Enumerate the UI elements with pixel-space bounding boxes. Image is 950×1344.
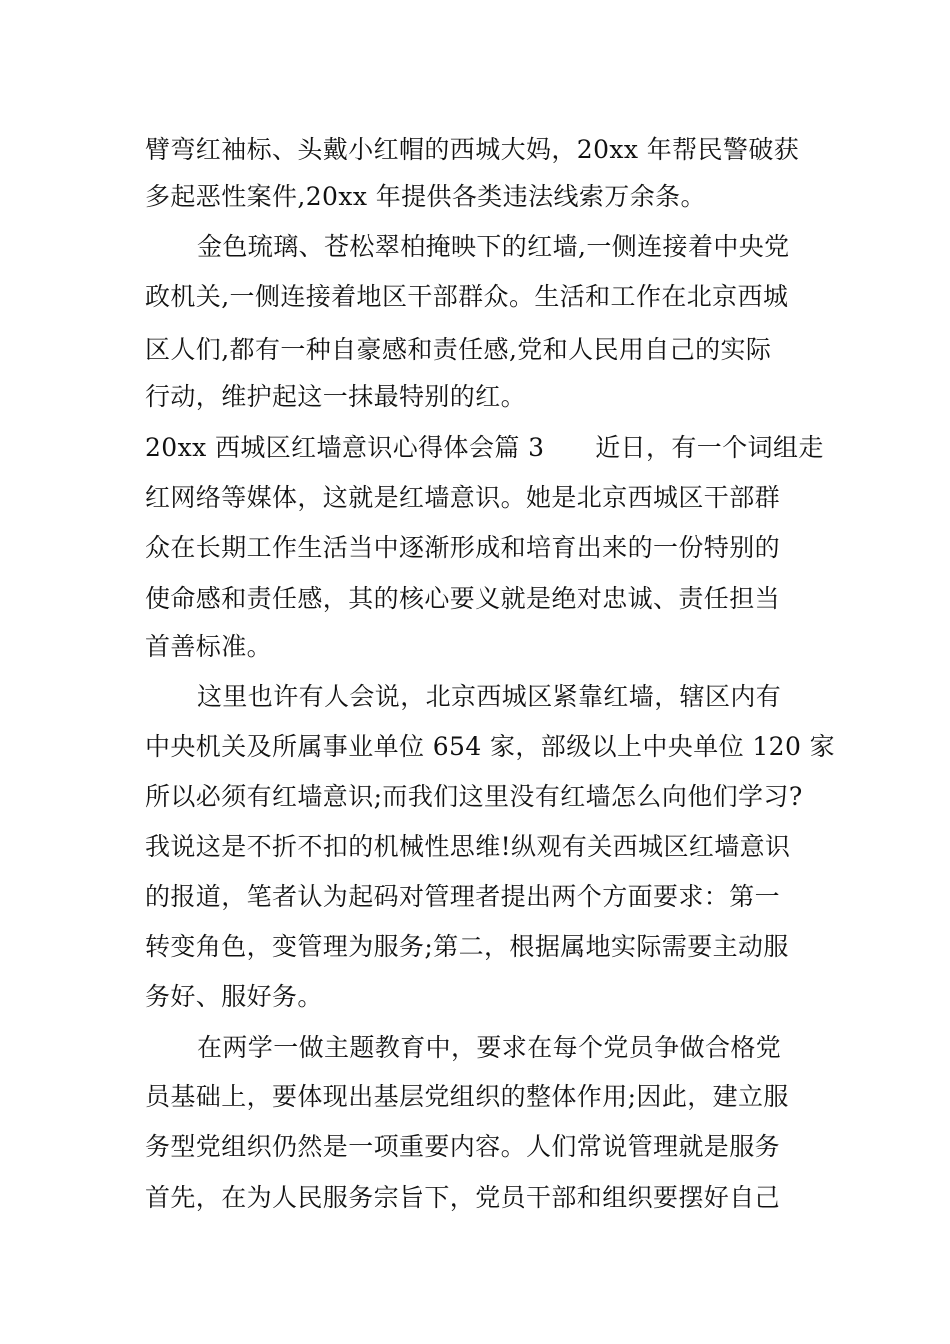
text-line: 转变角色，变管理为服务;第二，根据属地实际需要主动服 (145, 932, 789, 961)
section-heading-line: 20xx 西城区红墙意识心得体会篇 3 近日，有一个词组走 (145, 433, 824, 462)
text-line: 的报道，笔者认为起码对管理者提出两个方面要求：第一 (145, 882, 781, 911)
text-line: 首善标准。 (145, 632, 273, 661)
text-line: 首先，在为人民服务宗旨下，党员干部和组织要摆好自己 (145, 1183, 781, 1212)
paragraph-start-line: 这里也许有人会说，北京西城区紧靠红墙，辖区内有 (197, 682, 782, 711)
text-line: 众在长期工作生活当中逐渐形成和培育出来的一份特别的 (145, 533, 781, 562)
paragraph-start-line: 金色琉璃、苍松翠柏掩映下的红墙,一侧连接着中央党 (197, 232, 790, 261)
text-line: 行动，维护起这一抹最特别的红。 (145, 382, 527, 411)
text-line: 政机关,一侧连接着地区干部群众。生活和工作在北京西城 (145, 282, 789, 311)
text-line: 区人们,都有一种自豪感和责任感,党和人民用自己的实际 (145, 335, 772, 364)
text-line: 所以必须有红墙意识;而我们这里没有红墙怎么向他们学习? (145, 782, 803, 811)
text-line: 中央机关及所属事业单位 654 家，部级以上中央单位 120 家 (145, 732, 836, 761)
text-line: 务型党组织仍然是一项重要内容。人们常说管理就是服务 (145, 1132, 781, 1161)
text-line: 多起恶性案件,20xx 年提供各类违法线索万余条。 (145, 182, 706, 211)
text-line: 红网络等媒体，这就是红墙意识。她是北京西城区干部群 (145, 483, 781, 512)
text-line: 使命感和责任感，其的核心要义就是绝对忠诚、责任担当 (145, 584, 781, 613)
paragraph-start-line: 在两学一做主题教育中，要求在每个党员争做合格党 (197, 1033, 782, 1062)
text-line: 务好、服好务。 (145, 982, 323, 1011)
text-line: 我说这是不折不扣的机械性思维!纵观有关西城区红墙意识 (145, 832, 791, 861)
text-line: 臂弯红袖标、头戴小红帽的西城大妈，20xx 年帮民警破获 (145, 135, 800, 164)
text-line: 员基础上，要体现出基层党组织的整体作用;因此，建立服 (145, 1082, 789, 1111)
